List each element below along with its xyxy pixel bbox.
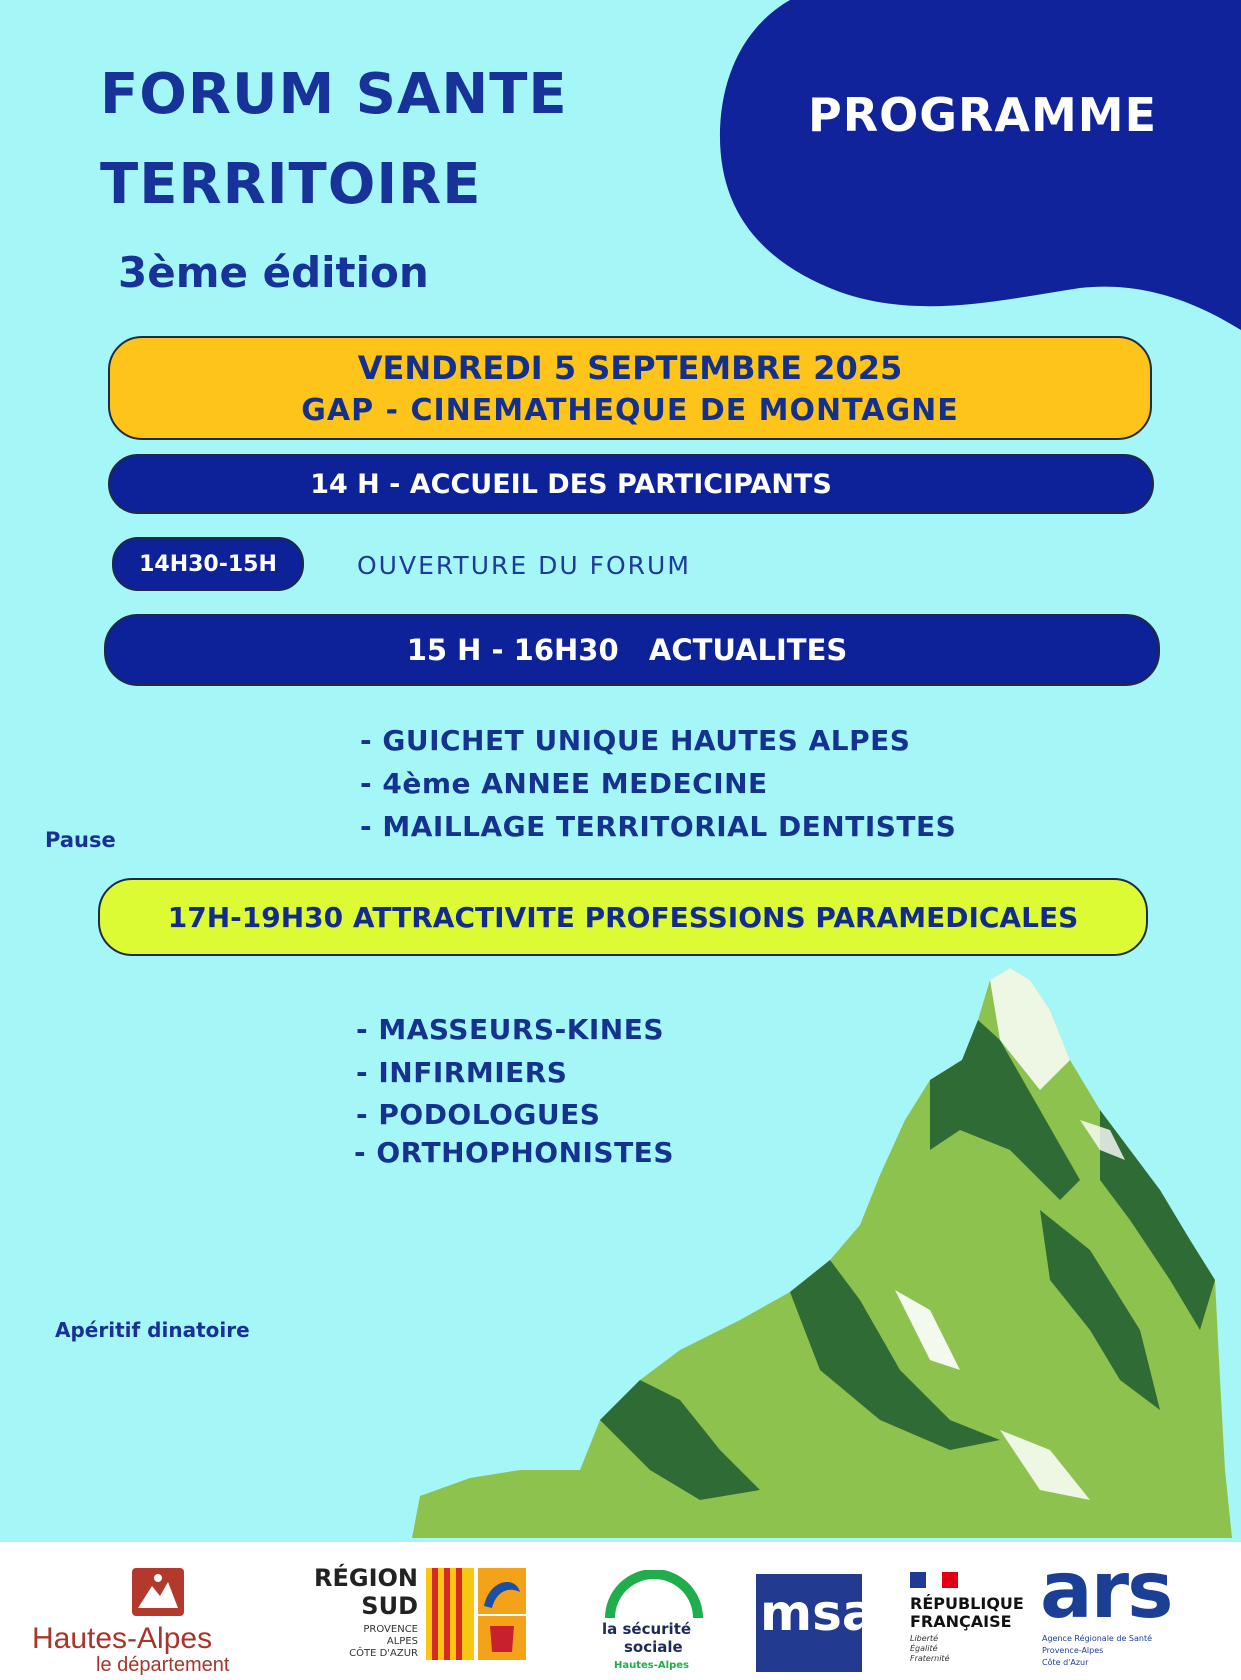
hautes-alpes-sub: le département [96,1654,230,1676]
region-sud-logo [296,1564,528,1674]
republique-line2: FRANÇAISE [910,1612,1012,1631]
paramedical-item: - ORTHOPHONISTES [354,1136,674,1169]
edition-label: 3ème édition [118,248,429,297]
securite-sociale-line1: la sécurité [602,1620,692,1638]
region-sud-sub2: ALPES [386,1636,418,1647]
event-location: GAP - CINEMATHEQUE DE MONTAGNE [301,392,959,428]
republique-francaise-logo [908,1572,1030,1676]
accueil-label: 14 H - ACCUEIL DES PARTICIPANTS [310,468,832,500]
title-line2: TERRITOIRE [100,152,482,217]
ars-sub1: Agence Régionale de Santé [1042,1634,1153,1643]
securite-sociale-arc-icon [602,1570,706,1622]
hautes-alpes-logo [32,1560,282,1676]
paramedical-item: - PODOLOGUES [356,1098,601,1131]
actualites-item: - GUICHET UNIQUE HAUTES ALPES [360,724,911,757]
region-sud-shield-icon [424,1568,528,1664]
pause-label: Pause [45,828,116,852]
programme-badge: PROGRAMME [808,88,1157,142]
footer-logos [0,1542,1241,1680]
actualites-label: 15 H - 16H30 ACTUALITES [406,633,848,667]
msa-text: msa [760,1584,876,1642]
marianne-flag-icon [910,1572,958,1588]
ouverture-label: OUVERTURE DU FORUM [357,551,691,580]
title-line1: FORUM SANTE [100,62,568,127]
ars-logo [1040,1546,1212,1676]
paramedical-item: - MASSEURS-KINES [356,1013,665,1046]
republique-line1: RÉPUBLIQUE [910,1594,1024,1613]
ars-text: ars [1040,1546,1172,1636]
actualites-item: - MAILLAGE TERRITORIAL DENTISTES [360,810,957,843]
hautes-alpes-name: Hautes-Alpes [32,1622,213,1655]
actualites-item: - 4ème ANNEE MEDECINE [360,767,768,800]
aperitif-label: Apéritif dinatoire [55,1318,250,1342]
securite-sociale-sub: Hautes-Alpes [614,1660,689,1671]
region-sud-sub3: CÔTE D'AZUR [349,1648,418,1659]
region-sud-sub1: PROVENCE [363,1624,418,1635]
securite-sociale-line2: sociale [624,1638,683,1656]
msa-logo [756,1574,876,1672]
region-sud-line1: RÉGION [314,1564,418,1592]
ars-sub2: Provence-Alpes [1042,1646,1104,1655]
ars-sub3: Côte d'Azur [1042,1658,1089,1667]
securite-sociale-logo [594,1570,714,1676]
ouverture-time: 14H30-15H [139,551,277,577]
republique-motto2: Égalité [910,1644,938,1653]
republique-motto3: Fraternité [910,1654,950,1663]
region-sud-line2: SUD [361,1592,418,1620]
paramedical-label: 17H-19H30 ATTRACTIVITE PROFESSIONS PARAMEDICALES [167,900,1079,934]
event-date: VENDREDI 5 SEPTEMBRE 2025 [357,348,903,387]
republique-motto1: Liberté [910,1634,939,1643]
hautes-alpes-emblem-icon [128,1564,188,1620]
paramedical-item: - INFIRMIERS [356,1056,568,1089]
